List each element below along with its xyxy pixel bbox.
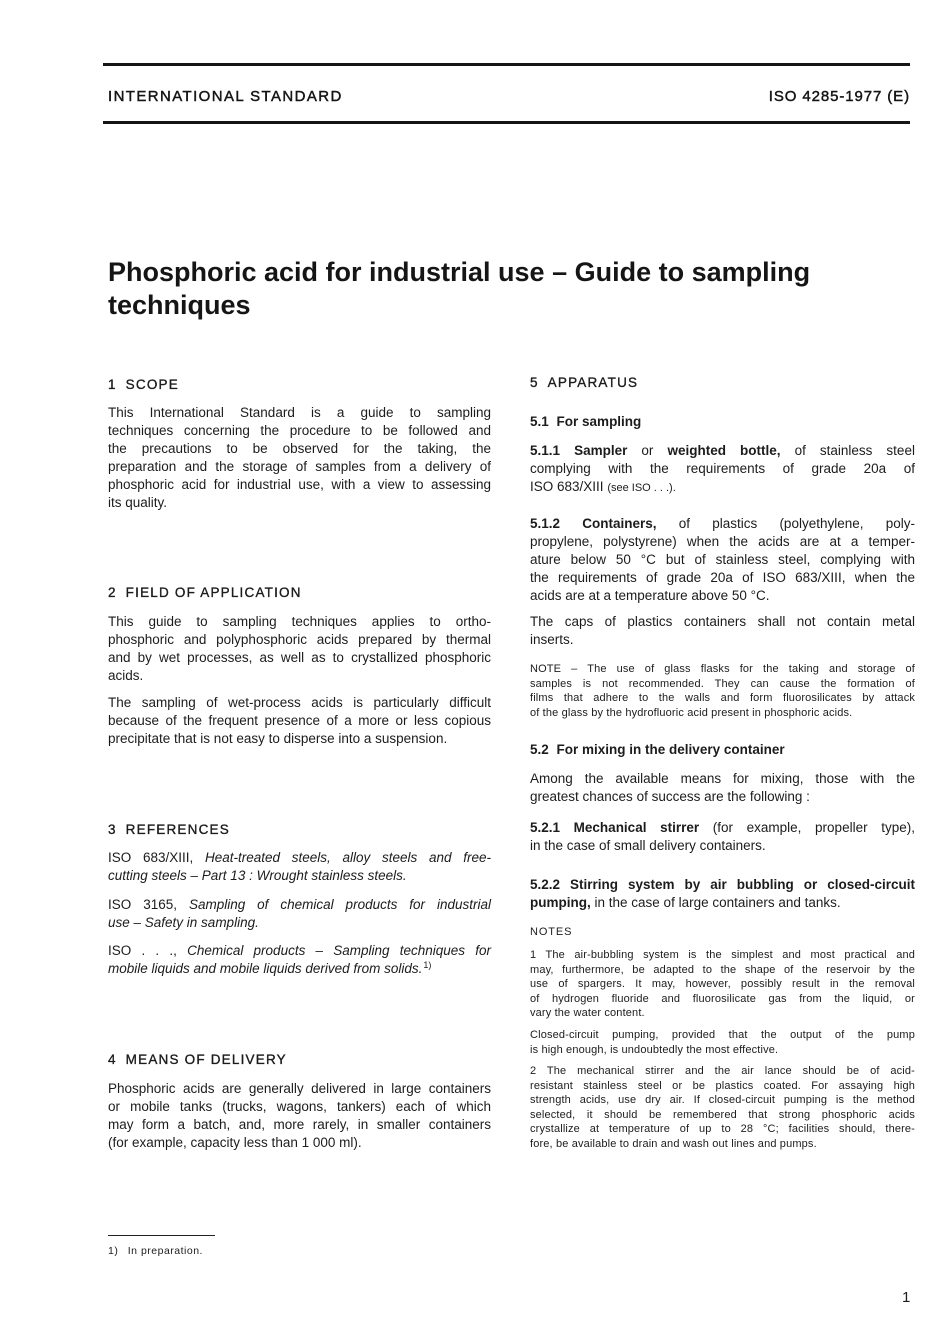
clause-text: (for example, propeller type), <box>712 820 915 835</box>
reference-code: ISO 683/XIII, <box>108 850 194 865</box>
text-line <box>530 442 915 460</box>
section-heading-field-of-application <box>108 584 491 602</box>
text-line: (for example, capacity less than 1 000 ml). <box>108 1135 362 1150</box>
header-top-rule <box>103 63 910 66</box>
clause-sampler <box>530 442 915 497</box>
subsection-number: 5.2 <box>530 742 549 757</box>
note-line: resistant stainless steel or be plastics coated. For assaying high <box>530 1079 915 1092</box>
section-number: 4 <box>108 1052 117 1067</box>
clause-number: 5.2.2 <box>530 877 561 892</box>
text-line <box>530 478 915 497</box>
text-line: This guide to sampling techniques applies to ortho- <box>108 614 491 629</box>
section-title: APPARATUS <box>547 375 639 390</box>
note-1 <box>530 948 915 1021</box>
document-title <box>108 256 810 322</box>
footnote <box>108 1244 203 1258</box>
section-number: 3 <box>108 822 117 837</box>
text-line: The sampling of wet-process acids is particularly difficult <box>108 695 491 710</box>
text-line: phosphoric and polyphosphoric acids prepared by thermal <box>108 632 491 647</box>
text-line: and by wet processes, as well as to crystallized phosphoric <box>108 650 491 665</box>
text-line: its quality. <box>108 495 168 510</box>
note-line: use of spargers. It may, however, possibly result in the removal <box>530 978 915 990</box>
subsection-title: For mixing in the delivery container <box>556 742 785 757</box>
note-line: fore, be available to drain and wash out lines and pumps. <box>530 1137 817 1150</box>
clause-text: ISO 683/XIII <box>530 479 604 494</box>
note-line: 2 The mechanical stirrer and the air lance should be of acid- <box>530 1065 915 1077</box>
text-line: in the case of small delivery containers. <box>530 838 766 853</box>
note-line: NOTE – The use of glass flasks for the taking and storage of <box>530 663 915 675</box>
clause-term: Sampler <box>574 443 628 458</box>
text-line <box>108 942 491 960</box>
note-2 <box>530 1064 915 1151</box>
note-line: selected, it should be remembered that strong phosphoric acids <box>530 1108 915 1121</box>
note-line: is high enough, is undoubtedly the most effective. <box>530 1043 779 1056</box>
section-heading-means-of-delivery <box>108 1051 491 1069</box>
text-line: propylene, polystyrene) when the acids are at a temper- <box>530 534 915 549</box>
field-paragraph-1 <box>108 613 491 685</box>
text-line: because of the frequent presence of a more or less copious <box>108 713 491 728</box>
note-1-continuation <box>530 1028 915 1057</box>
footnote-marker: 1) <box>108 1245 119 1257</box>
text-line <box>108 960 491 979</box>
note-line: samples is not recommended. They can cause the formation of <box>530 677 915 690</box>
header-bottom-rule <box>103 121 910 124</box>
section-title: FIELD OF APPLICATION <box>125 585 302 600</box>
clause-number: 5.1.2 <box>530 516 561 531</box>
text-line: The caps of plastics containers shall not contain metal <box>530 614 915 629</box>
mixing-intro-paragraph <box>530 770 915 806</box>
text-line: Among the available means for mixing, those with the <box>530 771 915 786</box>
text-line: techniques concerning the procedure to be followed and <box>108 423 491 438</box>
clause-text: in the case of large containers and tanks. <box>594 895 841 910</box>
note-line: 1 The air-bubbling system is the simplest and most practical and <box>530 949 915 961</box>
reference-item <box>108 942 491 979</box>
clause-term: Containers, <box>582 516 657 531</box>
scope-paragraph <box>108 404 491 512</box>
notes-heading: NOTES <box>530 926 573 938</box>
field-paragraph-2 <box>108 694 491 748</box>
subsection-title: For sampling <box>556 414 642 429</box>
text-line: inserts. <box>530 632 574 647</box>
footnote-text: In preparation. <box>127 1245 203 1257</box>
note-glass-flasks <box>530 662 915 720</box>
text-line: precipitate that is not easy to disperse into a suspension. <box>108 731 448 746</box>
text-line: ature below 50 °C but of stainless steel, complying with <box>530 552 915 567</box>
note-line: of hydrogen fluoride and fluorosilicate gas from the liquid, or <box>530 992 915 1005</box>
note-line: films that adhere to the walls and form fluorosilicates by attack <box>530 692 915 704</box>
subsection-heading-for-sampling <box>530 413 915 431</box>
section-heading-apparatus <box>530 374 915 392</box>
reference-item <box>108 896 491 932</box>
text-line <box>530 819 915 837</box>
note-line: strength acids, use dry air. If closed-circuit pumping is the method <box>530 1094 915 1106</box>
clause-connector: or <box>641 443 654 458</box>
subsection-number: 5.1 <box>530 414 549 429</box>
note-line: may, furthermore, be adapted to the shape of the reservoir by the <box>530 963 915 976</box>
clause-text: of stainless steel <box>794 443 915 458</box>
clause-term: Mechanical stirrer <box>573 820 700 835</box>
caps-paragraph <box>530 613 915 649</box>
text-line: acids. <box>108 668 144 683</box>
text-line: complying with the requirements of grade 20a of <box>530 461 915 476</box>
section-title: MEANS OF DELIVERY <box>125 1052 287 1067</box>
text-line <box>108 896 491 914</box>
delivery-paragraph <box>108 1080 491 1152</box>
text-line: greatest chances of success are the following : <box>530 789 810 804</box>
clause-text: of plastics (polyethylene, poly- <box>678 516 915 531</box>
reference-title: Sampling of chemical products for industrial <box>188 897 491 912</box>
clause-term: weighted bottle, <box>667 443 781 458</box>
text-line <box>530 894 915 912</box>
reference-title: Heat-treated steels, alloy steels and free- <box>205 850 491 865</box>
footnote-rule <box>108 1235 215 1236</box>
text-line <box>530 515 915 533</box>
note-line: of the glass by the hydrofluoric acid present in phosphoric acids. <box>530 706 853 719</box>
note-line: vary the water content. <box>530 1007 645 1019</box>
section-number: 5 <box>530 375 539 390</box>
text-line: or mobile tanks (trucks, wagons, tankers) each of which <box>108 1099 491 1114</box>
section-title: REFERENCES <box>125 822 230 837</box>
text-line <box>108 849 491 867</box>
text-line <box>530 876 915 894</box>
clause-number: 5.2.1 <box>530 820 561 835</box>
clause-number: 5.1.1 <box>530 443 561 458</box>
text-line: phosphoric acid for industrial use, with a view to assessing <box>108 477 491 492</box>
section-number: 2 <box>108 585 117 600</box>
clause-mechanical-stirrer <box>530 819 915 855</box>
footnote-reference: 1) <box>423 960 432 970</box>
text-line: This International Standard is a guide to sampling <box>108 405 491 420</box>
reference-code: ISO 3165, <box>108 897 177 912</box>
text-line: the requirements of grade 20a of ISO 683/XIII, when the <box>530 570 915 585</box>
section-title: SCOPE <box>125 377 179 392</box>
text-line: Phosphoric acids are generally delivered in large containers <box>108 1081 491 1096</box>
reference-title: Chemical products – Sampling techniques for <box>187 943 491 958</box>
reference-item <box>108 849 491 885</box>
title-line: Phosphoric acid for industrial use – Guide to sampling <box>108 257 811 287</box>
clause-note: (see ISO . . .). <box>607 482 676 494</box>
text-line: the precautions to be observed for the taking, the <box>108 441 491 456</box>
note-line: Closed-circuit pumping, provided that the output of the pump <box>530 1029 915 1041</box>
reference-title: mobile liquids and mobile liquids derived from solids. <box>108 961 423 976</box>
reference-code: ISO . . ., <box>108 943 177 958</box>
title-line: techniques <box>108 290 251 320</box>
clause-term: Stirring system by air bubbling or closed-circuit <box>570 877 915 892</box>
section-number: 1 <box>108 377 117 392</box>
reference-title: use – Safety in sampling. <box>108 915 259 930</box>
page-number: 1 <box>902 1289 911 1306</box>
header-standard-label: INTERNATIONAL STANDARD <box>108 88 343 105</box>
subsection-heading-for-mixing <box>530 741 915 759</box>
clause-containers <box>530 515 915 605</box>
text-line: preparation and the storage of samples from a delivery of <box>108 459 491 474</box>
section-heading-scope <box>108 376 491 394</box>
header-standard-number: ISO 4285-1977 (E) <box>768 88 910 105</box>
clause-stirring-system <box>530 876 915 912</box>
clause-term: pumping, <box>530 895 591 910</box>
section-heading-references <box>108 821 491 839</box>
text-line: may form a batch, and, more rarely, in smaller containers <box>108 1117 491 1132</box>
note-line: crystallize at temperature of up to 28 °C; facilities should, there- <box>530 1123 915 1135</box>
reference-title: cutting steels – Part 13 : Wrought stainless steels. <box>108 868 407 883</box>
text-line: acids are at a temperature above 50 °C. <box>530 588 770 603</box>
